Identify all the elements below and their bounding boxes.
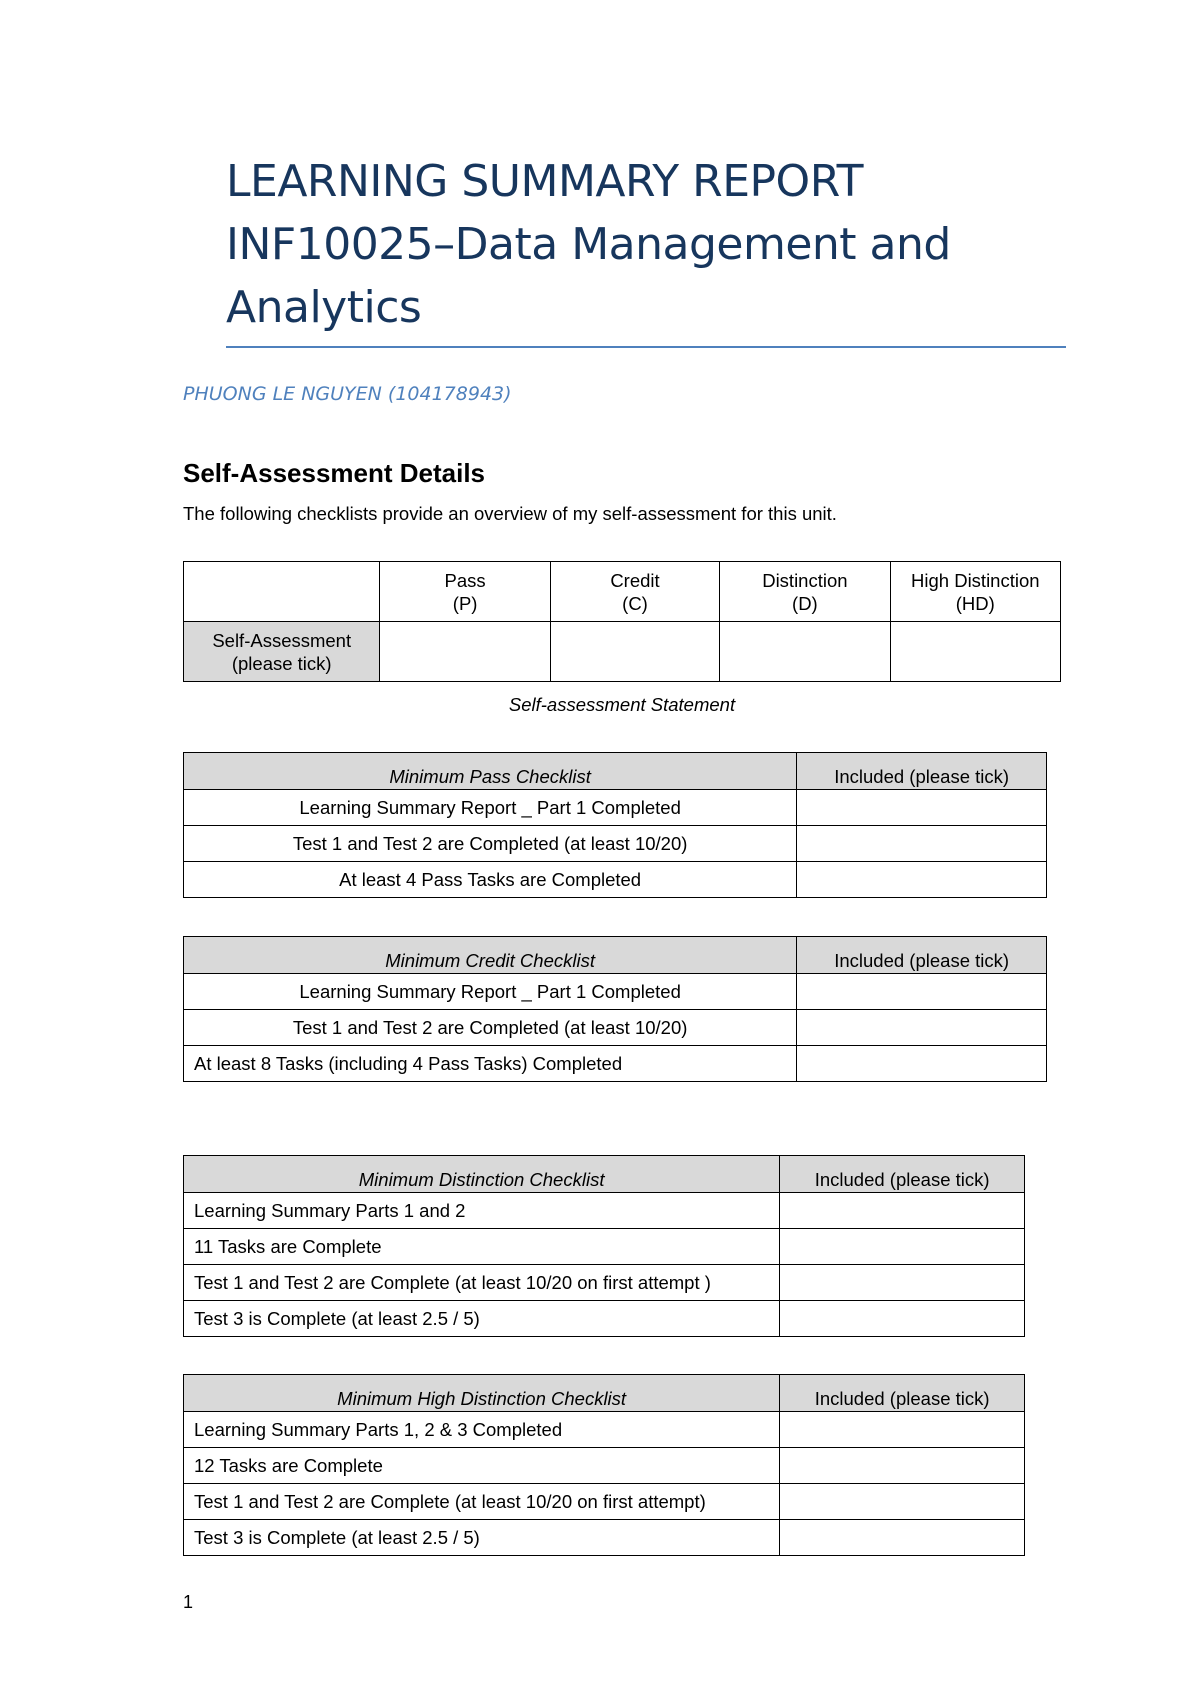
- credit-tick-cell[interactable]: [797, 1046, 1047, 1082]
- header-high-distinction: High Distinction (HD): [890, 562, 1060, 622]
- hd-included-header: Included (please tick): [780, 1375, 1025, 1412]
- hd-checklist-table: [183, 1374, 1025, 1556]
- title-underline: [226, 346, 1066, 348]
- header-credit: Credit (C): [550, 562, 719, 622]
- self-assessment-header-row: [184, 562, 1061, 622]
- hd-item: Test 3 is Complete (at least 2.5 / 5): [184, 1520, 780, 1556]
- author-name: PHUONG LE NGUYEN (104178943): [183, 383, 512, 405]
- credit-checklist-table: [183, 936, 1047, 1082]
- distinction-item: 11 Tasks are Complete: [184, 1229, 780, 1265]
- hd-item: Learning Summary Parts 1, 2 & 3 Completed: [184, 1412, 780, 1448]
- self-assessment-row-label: Self-Assessment (please tick): [184, 622, 380, 682]
- self-assessment-tick-row: [184, 622, 1061, 682]
- hd-tick-cell[interactable]: [780, 1484, 1025, 1520]
- pass-tick-cell[interactable]: [797, 790, 1047, 826]
- pass-item: At least 4 Pass Tasks are Completed: [184, 862, 797, 898]
- credit-item: Test 1 and Test 2 are Completed (at least 10/20): [184, 1010, 797, 1046]
- distinction-checklist-header: Minimum Distinction Checklist: [184, 1156, 780, 1193]
- page-number: 1: [183, 1592, 194, 1612]
- distinction-tick-cell[interactable]: [780, 1193, 1025, 1229]
- hd-item: Test 1 and Test 2 are Complete (at least 10/20 on first attempt): [184, 1484, 780, 1520]
- pass-item: Learning Summary Report _ Part 1 Completed: [184, 790, 797, 826]
- pass-tick-cell[interactable]: [797, 862, 1047, 898]
- header-distinction: Distinction (D): [720, 562, 890, 622]
- hd-item: 12 Tasks are Complete: [184, 1448, 780, 1484]
- intro-text: The following checklists provide an overview of my self-assessment for this unit.: [183, 503, 837, 524]
- empty-header-cell: [184, 562, 380, 622]
- header-pass: Pass (P): [380, 562, 550, 622]
- distinction-item: Learning Summary Parts 1 and 2: [184, 1193, 780, 1229]
- pass-item: Test 1 and Test 2 are Completed (at least 10/20): [184, 826, 797, 862]
- credit-item: Learning Summary Report _ Part 1 Completed: [184, 974, 797, 1010]
- pass-included-header: Included (please tick): [797, 753, 1047, 790]
- distinction-tick-cell[interactable]: [780, 1265, 1025, 1301]
- pass-checklist-table: [183, 752, 1047, 898]
- credit-tick-cell[interactable]: [797, 974, 1047, 1010]
- credit-item: At least 8 Tasks (including 4 Pass Tasks) Completed: [184, 1046, 797, 1082]
- distinction-item: Test 1 and Test 2 are Complete (at least 10/20 on first attempt ): [184, 1265, 780, 1301]
- hd-tick-cell[interactable]: [780, 1412, 1025, 1448]
- tick-cell-pass[interactable]: [380, 622, 550, 682]
- document-title: [226, 150, 1076, 339]
- credit-included-header: Included (please tick): [797, 937, 1047, 974]
- distinction-tick-cell[interactable]: [780, 1301, 1025, 1337]
- section-heading: Self-Assessment Details: [183, 458, 486, 488]
- hd-tick-cell[interactable]: [780, 1448, 1025, 1484]
- distinction-tick-cell[interactable]: [780, 1229, 1025, 1265]
- self-assessment-table: [183, 561, 1061, 682]
- hd-tick-cell[interactable]: [780, 1520, 1025, 1556]
- title-line-3: Analytics: [226, 282, 422, 333]
- credit-tick-cell[interactable]: [797, 1010, 1047, 1046]
- tick-cell-high-distinction[interactable]: [890, 622, 1060, 682]
- hd-checklist-header: Minimum High Distinction Checklist: [184, 1375, 780, 1412]
- tick-cell-distinction[interactable]: [720, 622, 890, 682]
- title-line-1: LEARNING SUMMARY REPORT: [226, 156, 863, 207]
- distinction-included-header: Included (please tick): [780, 1156, 1025, 1193]
- title-line-2: INF10025–Data Management and: [226, 219, 951, 270]
- pass-tick-cell[interactable]: [797, 826, 1047, 862]
- pass-checklist-header: Minimum Pass Checklist: [184, 753, 797, 790]
- distinction-checklist-table: [183, 1155, 1025, 1337]
- credit-checklist-header: Minimum Credit Checklist: [184, 937, 797, 974]
- self-assessment-caption: Self-assessment Statement: [508, 694, 736, 715]
- tick-cell-credit[interactable]: [550, 622, 719, 682]
- distinction-item: Test 3 is Complete (at least 2.5 / 5): [184, 1301, 780, 1337]
